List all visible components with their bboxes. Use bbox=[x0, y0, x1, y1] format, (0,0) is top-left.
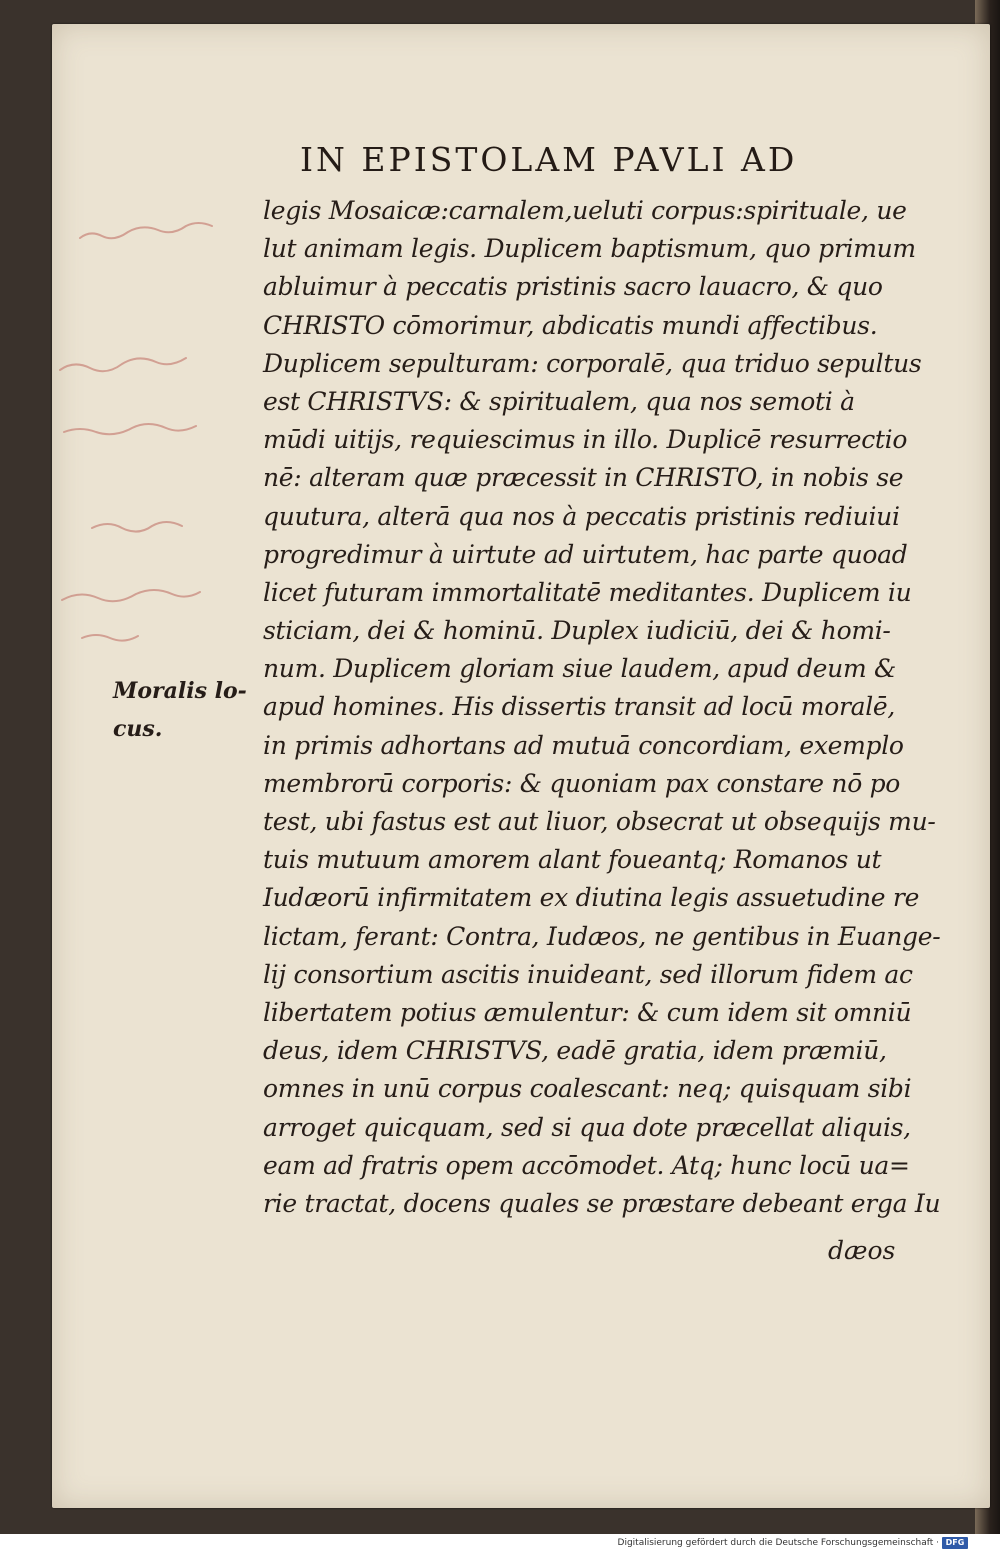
credit-text: Digitalisierung gefördert durch die Deutsche Forschungsgemeinschaft · bbox=[617, 1538, 939, 1548]
digitization-credit bbox=[618, 1537, 968, 1549]
text-line: eam ad fratris opem accōmodet. Atq; hunc locū ua= bbox=[263, 1150, 910, 1180]
text-line: quutura, alterā qua nos à peccatis pristinis rediuiui bbox=[263, 501, 900, 531]
text-line: sticiam, dei & hominū. Duplex iudiciū, dei & homi- bbox=[263, 616, 891, 646]
text-line: tuis mutuum amorem alant foueantq; Romanos ut bbox=[263, 845, 882, 875]
catchword: dæos bbox=[828, 1236, 896, 1265]
body-text bbox=[263, 192, 941, 1223]
text-line: CHRISTO cōmorimur, abdicatis mundi affectibus. bbox=[263, 310, 878, 340]
text-line: abluimur à peccatis pristinis sacro lauacro, & quo bbox=[263, 272, 883, 302]
pencil-scribble bbox=[64, 424, 196, 434]
pencil-scribble bbox=[62, 590, 200, 601]
text-line: deus, idem CHRISTVS, eadē gratia, idem præmiū, bbox=[263, 1036, 887, 1066]
text-line: lij consortium ascitis inuideant, sed illorum fidem ac bbox=[263, 959, 913, 989]
pencil-scribble bbox=[60, 358, 186, 371]
text-line: arroget quicquam, sed si qua dote præcellat aliquis, bbox=[263, 1112, 911, 1142]
text-line: legis Mosaicæ:carnalem,ueluti corpus:spirituale, ue bbox=[263, 196, 907, 225]
marginal-pencil-annotations bbox=[52, 180, 252, 680]
dfg-logo: DFG bbox=[942, 1537, 968, 1549]
text-line: apud homines. His dissertis transit ad locū moralē, bbox=[263, 692, 896, 722]
text-line: Iudæorū infirmitatem ex diutina legis assuetudine re bbox=[263, 883, 920, 913]
text-line: est CHRISTVS: & spiritualem, qua nos semoti à bbox=[263, 386, 855, 416]
text-line: licet futuram immortalitatē meditantes. Duplicem iu bbox=[263, 577, 912, 607]
text-line: progredimur à uirtute ad uirtutem, hac parte quoad bbox=[263, 539, 908, 569]
text-line: libertatem potius æmulentur: & cum idem sit omniū bbox=[263, 997, 912, 1027]
marginal-note: Moralis lo-cus. bbox=[113, 678, 247, 742]
text-line: nē: alteram quæ præcessit in CHRISTO, in nobis se bbox=[263, 463, 904, 493]
text-line: rie tractat, docens quales se præstare debeant erga Iu bbox=[263, 1188, 941, 1218]
text-line: lictam, ferant: Contra, Iudæos, ne gentibus in Euange- bbox=[263, 921, 941, 951]
text-line: in primis adhortans ad mutuā concordiam, exemplo bbox=[263, 730, 904, 760]
pencil-scribble bbox=[82, 635, 138, 641]
pencil-scribble bbox=[92, 522, 182, 532]
text-line: mūdi uitijs, requiescimus in illo. Duplicē resurrectio bbox=[263, 425, 908, 455]
text-line: num. Duplicem gloriam siue laudem, apud deum & bbox=[263, 654, 896, 684]
text-line: Duplicem sepulturam: corporalē, qua triduo sepultus bbox=[263, 348, 922, 378]
text-line: lut animam legis. Duplicem baptismum, quo primum bbox=[263, 234, 916, 264]
pencil-scribble bbox=[80, 223, 212, 238]
running-head: IN EPISTOLAM PAVLI AD bbox=[300, 140, 798, 179]
text-line: omnes in unū corpus coalescant: neq; quisquam sibi bbox=[263, 1074, 912, 1104]
text-line: membrorū corporis: & quoniam pax constare nō po bbox=[263, 768, 901, 798]
text-line: test, ubi fastus est aut liuor, obsecrat ut obsequijs mu- bbox=[263, 807, 936, 836]
